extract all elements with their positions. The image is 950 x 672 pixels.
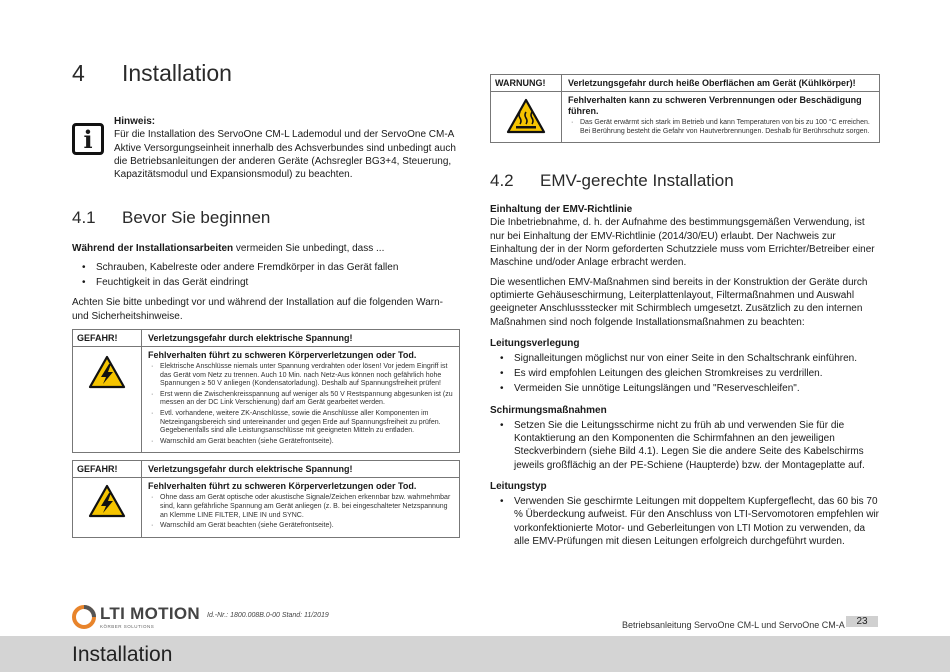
electric-hazard-icon bbox=[73, 478, 142, 537]
chapter-number: 4 bbox=[72, 60, 85, 86]
company-logo bbox=[72, 605, 200, 629]
list-item: · Das Gerät erwärmt sich stark im Betrieb und kann Temperaturen von bis zu 100 °C erreichen. Bei Berührung besteht die Gefahr von Hautverbrennungen. Deshalb für Berührschutz sorgen. bbox=[568, 119, 873, 136]
left-column bbox=[72, 60, 460, 538]
list-item: • Setzen Sie die Leitungsschirme nicht zu früh ab und verwenden Sie für die Kontaktierung an den Komponenten die Schirmfahnen an den jeweiligen Steckverbindern (siehe Bild 4.1). Legen Sie die andere Seite des Kabelschirms jeweils großflächig an der PE-Schiene (Haupterde) bzw. der Montageplatte auf. bbox=[490, 419, 880, 472]
section-number: 4.2 bbox=[490, 171, 514, 191]
chapter-title bbox=[72, 60, 460, 87]
section-title-4-2 bbox=[490, 171, 880, 191]
list-item: · Evtl. vorhandene, weitere ZK-Anschlüsse, sowie die Anschlüsse aller Komponenten im Netzeingangsbereich sind untereinander und gegen Erde auf Spannungsfreiheit zu prüfen. Gegebenenfalls sind alle Leistungsanschlüsse mit geeigneten Mitteln zu entladen. bbox=[148, 410, 453, 436]
list-item: · Ohne dass am Gerät optische oder akustische Signale/Zeichen erkennbar bzw. wahrnehmbar sind, kann gefährliche Spannung am Gerät anliegen (z. B. bei eingeschalteter Netzspannung an Klemme LINE FILTER, LINE IN und SYNC. bbox=[148, 494, 453, 520]
chapter-title-text: Installation bbox=[122, 60, 232, 86]
list-item: • Vermeiden Sie unnötige Leitungslängen und "Reserveschleifen". bbox=[490, 382, 880, 395]
list-item: · Warnschild am Gerät beachten (siehe Gerätefrontseite). bbox=[148, 438, 453, 447]
section-title-4-1 bbox=[72, 208, 460, 228]
logo-text: LTI MOTION bbox=[100, 604, 200, 623]
section-number: 4.1 bbox=[72, 208, 96, 228]
manual-title: Betriebsanleitung ServoOne CM-L und ServoOne CM-A bbox=[622, 620, 845, 630]
warning-label: WARNUNG! bbox=[491, 75, 562, 92]
list-item: • Feuchtigkeit in das Gerät eindringt bbox=[72, 276, 460, 289]
warning-label: GEFAHR! bbox=[73, 461, 142, 478]
warning-subtitle: Fehlverhalten führt zu schweren Körperverletzungen oder Tod. bbox=[148, 481, 417, 492]
section-title-text: EMV-gerechte Installation bbox=[540, 171, 734, 191]
emv-heading: Einhaltung der EMV-Richtlinie bbox=[490, 204, 633, 216]
intro-rest: vermeiden Sie unbedingt, dass ... bbox=[233, 243, 385, 255]
page-number: 23 bbox=[846, 616, 878, 627]
lti-logo-icon bbox=[72, 605, 96, 629]
warning-subtitle: Fehlverhalten kann zu schweren Verbrennungen oder Beschädigung führen. bbox=[568, 95, 862, 116]
emv-paragraph-1: Die Inbetriebnahme, d. h. der Aufnahme des bestimmungsgemäßen Verwendung, ist nur bei Einhaltung der EMV-Richtlinie (2014/30/EU) erlaubt. Der Nachweis zur Einhaltung der in der Norm geforderten Schutzziele muss vom Errichter/Betreiber einer Maschine und/oder Anlage erbracht werden. bbox=[490, 217, 875, 269]
list-item: • Es wird empfohlen Leitungen des gleichen Stromkreises zu verdrillen. bbox=[490, 367, 880, 380]
warning-box-hot-surface bbox=[490, 74, 880, 143]
electric-hazard-icon bbox=[73, 346, 142, 452]
warning-title: Verletzungsgefahr durch elektrische Spannung! bbox=[142, 329, 460, 346]
warning-items bbox=[148, 494, 453, 530]
warning-items bbox=[568, 119, 873, 136]
warning-body bbox=[142, 478, 460, 537]
hint-heading: Hinweis: bbox=[114, 116, 156, 127]
shielding-heading: Schirmungsmaßnahmen bbox=[490, 404, 607, 416]
warning-label: GEFAHR! bbox=[73, 329, 142, 346]
warning-subtitle: Fehlverhalten führt zu schweren Körperverletzungen oder Tod. bbox=[148, 349, 417, 360]
emv-paragraph-2: Die wesentlichen EMV-Maßnahmen sind bereits in der Konstruktion der Geräte durch optimierte Gehäuseschirmung, Leiterplattenlayout, Filtermaßnahmen und Auswahl geeigneter Anschlussstecker mit Schirmblech umgesetzt. Zusätzlich zu den internen Maßnahmen sind noch folgende Installationsmaßnahmen zu beachten: bbox=[490, 276, 868, 328]
warning-body bbox=[142, 346, 460, 452]
danger-box-1 bbox=[72, 329, 460, 453]
logo-subtext: KÖRBER SOLUTIONS bbox=[100, 624, 155, 629]
routing-list bbox=[490, 352, 880, 396]
right-column bbox=[490, 74, 880, 550]
cable-type-list bbox=[490, 495, 880, 548]
intro-bold: Während der Installationsarbeiten bbox=[72, 243, 234, 255]
warning-title: Verletzungsgefahr durch elektrische Spannung! bbox=[142, 461, 460, 478]
safety-note: Achten Sie bitte unbedingt vor und während der Installation auf die folgenden Warn- und Sicherheitshinweise. bbox=[72, 297, 443, 322]
section-title-text: Bevor Sie beginnen bbox=[122, 208, 271, 228]
precaution-list bbox=[72, 261, 460, 290]
section-intro bbox=[72, 242, 460, 255]
hint-text: Für die Installation des ServoOne CM-L Lademodul und der ServoOne CM-A Aktive Versorgungseinheit innerhalb des Achsverbundes sind unbedingt auch die Betriebsanleitungen der anderen Geräte (Achsregler BG3+4, Steuerung, Kapazitätsmodul und Expansionsmodul) zu beachten. bbox=[114, 129, 456, 181]
warning-items bbox=[148, 363, 453, 446]
list-item: · Erst wenn die Zwischenkreisspannung auf weniger als 50 V Restspannung abgesunken ist (zu messen an der DC Link Verschienung) darf am Gerät gearbeitet werden. bbox=[148, 391, 453, 408]
warning-title: Verletzungsgefahr durch heiße Oberflächen am Gerät (Kühlkörper)! bbox=[562, 75, 880, 92]
list-item: · Warnschild am Gerät beachten (siehe Gerätefrontseite). bbox=[148, 522, 453, 531]
info-icon: i bbox=[72, 123, 104, 155]
list-item: • Schrauben, Kabelreste oder andere Fremdkörper in das Gerät fallen bbox=[72, 261, 460, 274]
list-item: • Signalleitungen möglichst nur von einer Seite in den Schaltschrank einführen. bbox=[490, 352, 880, 365]
hot-surface-icon bbox=[491, 92, 562, 143]
list-item: • Verwenden Sie geschirmte Leitungen mit doppeltem Kupfergeflecht, das 60 bis 70 % Überdeckung aufweist. Für den Anschluss von LTI-Servomotoren empfehlen wir vorkonfektionierte Motor- und Geberleitungen von LTI Motion zu verwenden, da alle EMV-Prüfungen mit diesen Leitungen erfolgreich durchgeführt wurden. bbox=[490, 495, 880, 548]
list-item: · Elektrische Anschlüsse niemals unter Spannung verdrahten oder lösen! Vor jedem Eingriff ist das Gerät vom Netz zu trennen. Auch 10 Min. nach Netz-Aus können noch gefährlich hohe Spannungen ≥ 50 V anliegen (Kondensatorladung). Deshalb auf Spannungsfreiheit prüfen! bbox=[148, 363, 453, 389]
cable-type-heading: Leitungstyp bbox=[490, 480, 547, 492]
bottom-bar bbox=[0, 636, 950, 672]
hint-box bbox=[72, 115, 460, 181]
shielding-list bbox=[490, 419, 880, 472]
danger-box-2 bbox=[72, 460, 460, 537]
routing-heading: Leitungsverlegung bbox=[490, 337, 580, 349]
document-id: Id.-Nr.: 1800.008B.0-00 Stand: 11/2019 bbox=[207, 612, 329, 619]
bottom-chapter-title: Installation bbox=[72, 643, 173, 666]
warning-body bbox=[562, 92, 880, 143]
